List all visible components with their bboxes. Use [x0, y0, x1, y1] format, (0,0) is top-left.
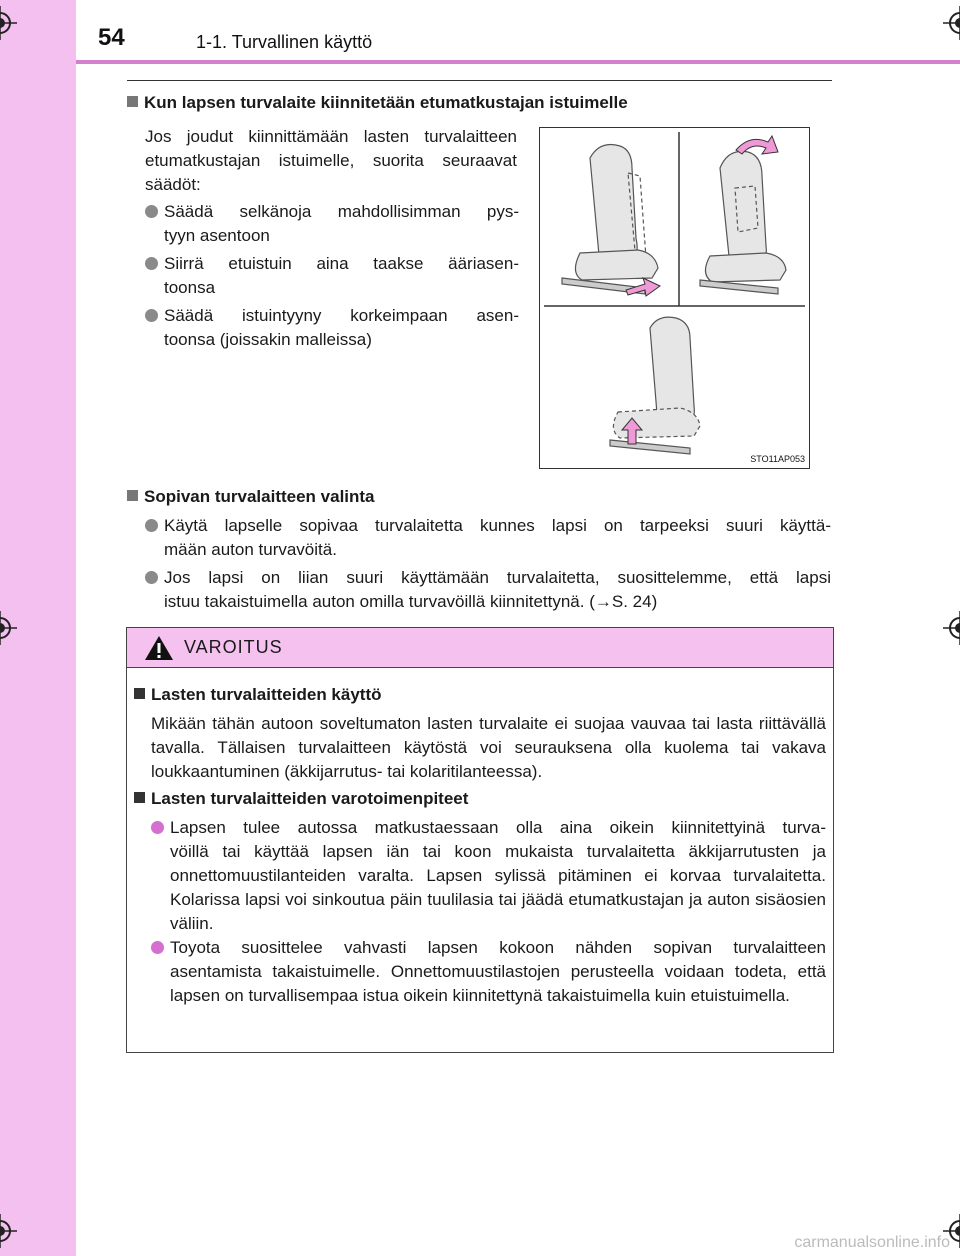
bullet-dot-icon	[145, 571, 158, 584]
bullet-dot-icon	[145, 257, 158, 270]
square-bullet-icon	[127, 96, 138, 107]
registration-mark-icon	[0, 611, 17, 645]
bullet-dot-icon	[145, 205, 158, 218]
seat-height-illustration	[610, 317, 700, 454]
bullet-dot-icon	[145, 309, 158, 322]
registration-mark-icon	[943, 611, 960, 645]
content-rule	[127, 80, 832, 81]
seat-illustration	[540, 128, 809, 468]
list-item: Käytä lapselle sopivaa turvalaitetta kunnes lapsi on tarpeeksi suuri käyttä- mään auton turvavöitä.	[145, 514, 831, 562]
section2-heading: Sopivan turvalaitteen valinta	[127, 487, 375, 507]
warning-header	[127, 628, 833, 668]
bullet-dot-icon	[151, 821, 164, 834]
warning-title: VAROITUS	[184, 637, 283, 657]
footer-watermark: carmanualsonline.info	[794, 1234, 950, 1251]
list-item: Lapsen tulee autossa matkustaessaan olla aina oikein kiinnitettyinä turva- vöillä tai käyttää lapsen iän tai koon mukaista turvalaitetta äkkijarrutusten ja onnettomuustilanteiden varalta. Lapsen sylissä pitäminen ei korvaa turvalaitetta. Kolarissa lapsi voi sinkoutua päin tuulilasia tai jäädä etumatkustajan ja auton sisäosien väliin.	[151, 816, 826, 936]
header-rule	[76, 60, 960, 64]
square-bullet-icon	[134, 688, 145, 699]
list-item: Siirrä etuistuin aina taakse ääriasen- toonsa	[145, 252, 519, 300]
list-item: Jos lapsi on liian suuri käyttämään turvalaitetta, suosittelemme, että lapsi istuu takaistuimella auton omilla turvavöillä kiinnitettynä. (→S. 24)	[145, 566, 831, 614]
square-bullet-icon	[134, 792, 145, 803]
registration-mark-icon	[943, 6, 960, 40]
bullet-dot-icon	[145, 519, 158, 532]
list-item: Säädä selkänoja mahdollisimman pys- tyyn asentoon	[145, 200, 519, 248]
section-title: 1-1. Turvallinen käyttö	[196, 32, 373, 52]
bullet-dot-icon	[151, 941, 164, 954]
list-item: Toyota suosittelee vahvasti lapsen kokoon nähden sopivan turvalaitteen asentamista takaistuimelle. Onnettomuustilastojen perusteella voidaan todeta, että lapsen on turvallisempaa istua oikein kiinnitettynä takaistuimella kuin etuistuimella.	[151, 936, 826, 1008]
section1-intro: Jos joudut kiinnittämään lasten turvalaitteen etumatkustajan istuimelle, suorita seuraavat säädöt:	[145, 127, 517, 194]
warning-box	[126, 627, 834, 1053]
figure-code: STO11AP053	[750, 454, 805, 464]
page-number: 54	[98, 24, 125, 51]
seat-adjustment-figure	[539, 127, 810, 469]
warning-triangle-icon	[144, 635, 174, 661]
list-item: Säädä istuintyyny korkeimpaan asen- toonsa (joissakin malleissa)	[145, 304, 519, 352]
warning-paragraph: Mikään tähän autoon soveltumaton lasten turvalaite ei suojaa vauvaa tai lasta riittävällä tavalla. Tällaisen turvalaitteen käytöstä voi seurauksena olla kuolema tai vakava loukkaantuminen (äkkijarrutus- tai kolaritilanteessa).	[151, 714, 826, 781]
registration-mark-icon	[0, 1214, 17, 1248]
warning-subheading-1: Lasten turvalaitteiden käyttö	[134, 685, 382, 705]
registration-mark-icon	[0, 6, 17, 40]
seat-recline-illustration	[700, 151, 786, 294]
section1-heading: Kun lapsen turvalaite kiinnitetään etumatkustajan istuimelle	[127, 93, 628, 113]
seat-slide-illustration	[562, 145, 658, 295]
square-bullet-icon	[127, 490, 138, 501]
warning-subheading-2: Lasten turvalaitteiden varotoimenpiteet	[134, 789, 468, 809]
